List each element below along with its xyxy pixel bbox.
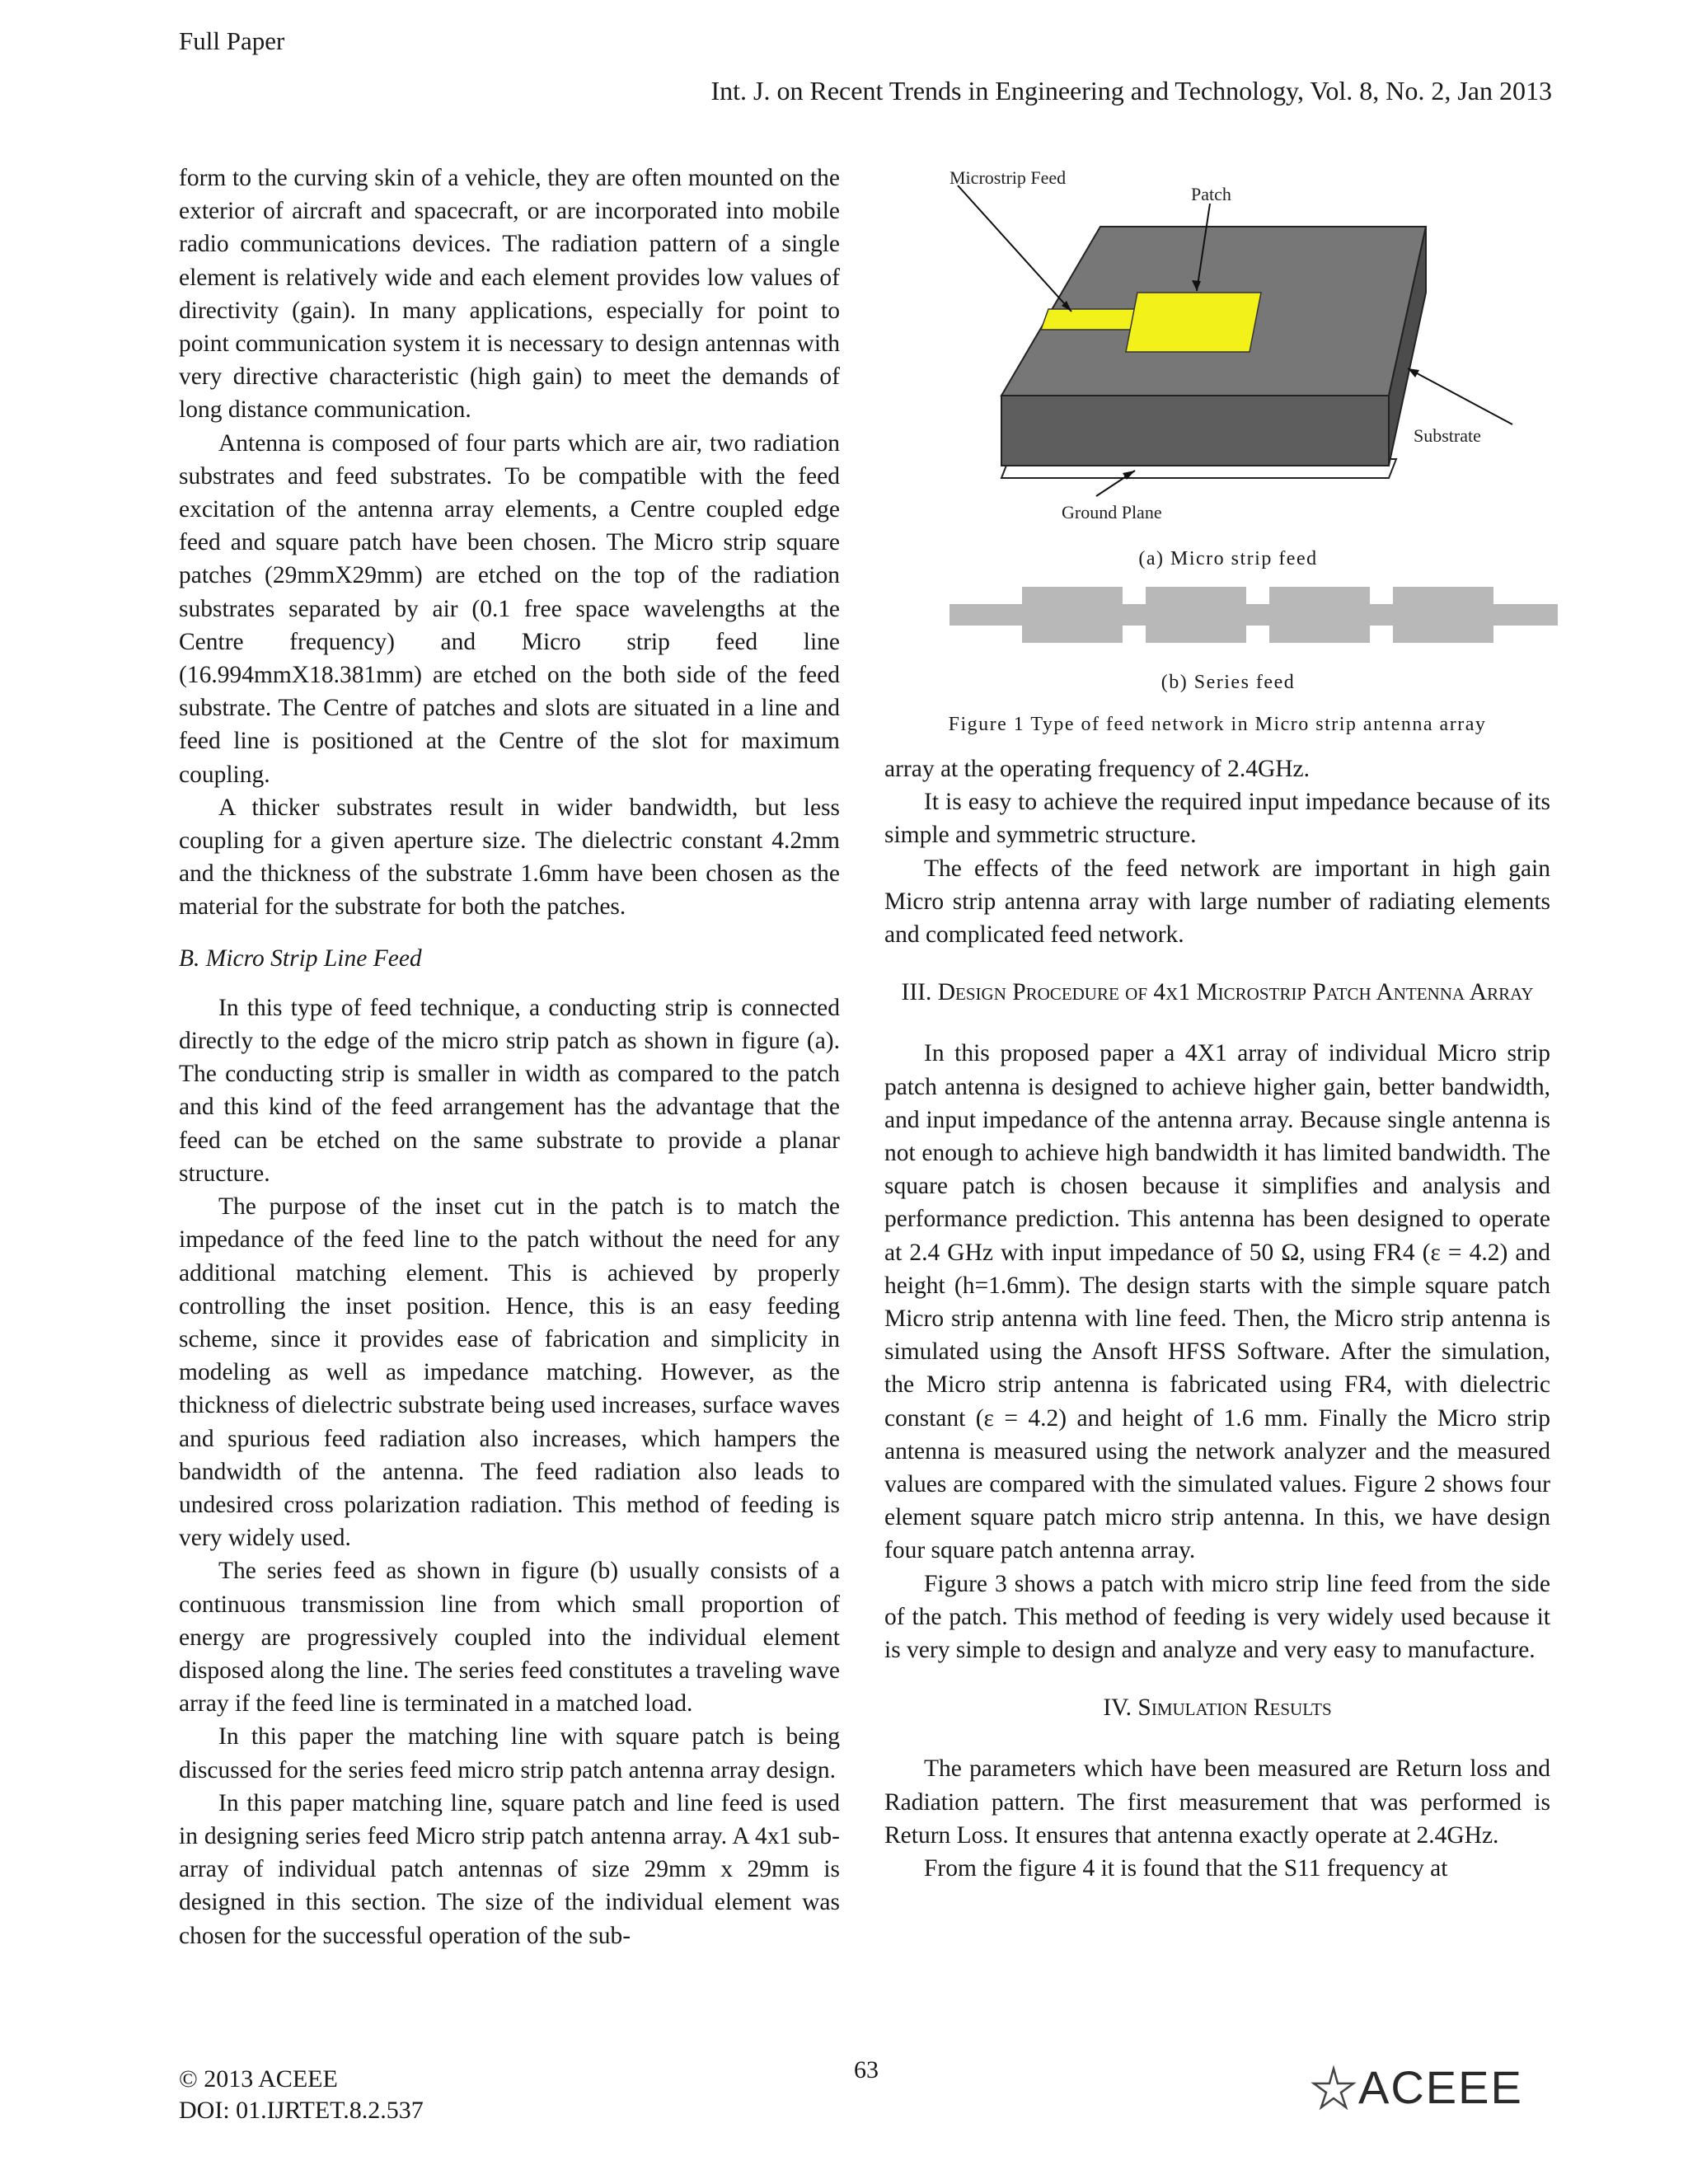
series-feed-element xyxy=(1393,587,1493,643)
microstrip-feed-diagram xyxy=(898,152,1558,746)
figure-caption-a: (a) Micro strip feed xyxy=(1138,548,1318,569)
body-paragraph: The purpose of the inset cut in the patch is to match the impedance of the feed line to the patch without the need for any additional matching element. This is achieved by properly controlling the inset position. Hence, this is an easy feeding scheme, since it provides ease of fabrication and simplicity in modeling as well as impedance matching. However, as the thickness of dielectric substrate being used increases, surface waves and spurious feed radiation also increases, which hampers the bandwidth of the antenna. The feed radiation also leads to undesired cross polarization radiation. This method of feeding is very widely used. xyxy=(179,1193,840,1552)
series-feed-element xyxy=(1022,587,1123,643)
body-paragraph: The parameters which have been measured are Return loss and Radiation pattern. The first measurement that was performed is Return Loss. It ensures that antenna exactly operate at 2.4GHz. xyxy=(884,1755,1550,1849)
patch-shape xyxy=(1126,293,1261,352)
series-feed-element xyxy=(1146,587,1246,643)
body-paragraph: A thicker substrates result in wider bandwidth, but less coupling for a given aperture size. The dielectric constant 4.2mm and the thickness of the substrate 1.6mm have been chosen as the material for the substrate for both the patches. xyxy=(179,794,840,921)
body-paragraph: In this paper matching line, square patch and line feed is used in designing series feed Micro strip patch antenna array. A 4x1 sub-array of individual patch antennas of size 29mm x 29mm is designed in this section. The size of the individual element was chosen for the successful operation of the sub- xyxy=(179,1789,840,1949)
logo-text: ACEEE xyxy=(1358,2061,1523,2113)
aceee-logo xyxy=(1311,2060,1558,2118)
body-paragraph: Antenna is composed of four parts which are air, two radiation substrates and feed substrates. To be compatible with the feed excitation of the antenna array elements, a Centre coupled edge feed and square patch have been chosen. The Micro strip square patches (29mmX29mm) are etched on the top of the radiation substrates separated by air (0.1 free space wavelengths at the Centre frequency) and Micro strip feed line (16.994mmX18.381mm) are etched on the both side of the feed substrate. The Centre of patches and slots are situated in a line and feed line is positioned at the Centre of the slot for maximum coupling. xyxy=(179,429,840,788)
star-icon xyxy=(1311,2065,1357,2111)
label-ground-plane: Ground Plane xyxy=(1062,502,1162,523)
body-paragraph: In this proposed paper a 4X1 array of individual Micro strip patch antenna is designed to achieve higher gain, better bandwidth, and input impedance of the antenna array. Because single antenna is not enough to achieve high bandwidth it has limited bandwidth. The square patch is chosen because it simplifies and analysis and performance prediction. This antenna has been designed to operate at 2.4 GHz with input impedance of 50 Ω, using FR4 (ε = 4.2) and height (h=1.6mm). The design starts with the simple square patch Micro strip antenna with line feed. Then, the Micro strip antenna is simulated using the Ansoft HFSS Software. After the simulation, the Micro strip antenna is fabricated using FR4, with dielectric constant (ε = 4.2) and height of 1.6 mm. Finally the Micro strip antenna is measured using the network analyzer and the measured values are compared with the simulated values. Figure 2 shows four element square patch micro strip antenna. In this, we have design four square patch antenna array. xyxy=(884,1040,1550,1564)
label-substrate: Substrate xyxy=(1414,425,1481,446)
body-paragraph: form to the curving skin of a vehicle, they are often mounted on the exterior of aircraft and spacecraft, or are incorporated into mobile radio communications devices. The radiation pattern of a single element is relatively wide and each element provides low values of directivity (gain). In many applications, especially for point to point communication system it is necessary to design antennas with very directive characteristic (high gain) to meet the demands of long distance communication. xyxy=(179,165,840,424)
body-paragraph: array at the operating frequency of 2.4GHz. xyxy=(884,756,1311,782)
feed-line-shape xyxy=(1041,309,1137,330)
series-feed-element xyxy=(1269,587,1370,643)
figure-1-caption: Figure 1 Type of feed network in Micro strip antenna array xyxy=(948,714,1487,735)
body-paragraph: It is easy to achieve the required input impedance because of its simple and symmetric structure. xyxy=(884,789,1550,849)
figure-1 xyxy=(898,152,1558,746)
body-paragraph: The series feed as shown in figure (b) usually consists of a continuous transmission line from which small proportion of energy are progressively coupled into the individual element disposed along the line. The series feed constitutes a traveling wave array if the feed line is terminated in a matched load. xyxy=(179,1558,840,1718)
right-column xyxy=(884,752,1550,1885)
section-heading: III. Design Procedure of 4x1 Microstrip Patch Antenna Array xyxy=(901,979,1534,1006)
body-paragraph: In this type of feed technique, a conducting strip is connected directly to the edge of the micro strip patch as shown in figure (a). The conducting strip is smaller in width as compared to the patch and this kind of the feed arrangement has the advantage that the feed can be etched on the same substrate to provide a planar structure. xyxy=(179,994,840,1187)
label-microstrip-feed: Microstrip Feed xyxy=(950,167,1067,188)
body-paragraph: Figure 3 shows a patch with micro strip line feed from the side of the patch. This method of feeding is very widely used because it is very simple to design and analyze and very easy to manufacture. xyxy=(884,1570,1550,1664)
label-patch: Patch xyxy=(1191,184,1231,204)
substrate-front-face xyxy=(1001,396,1389,466)
series-feed-diagram xyxy=(950,587,1558,643)
body-paragraph: From the figure 4 it is found that the S11 frequency at xyxy=(924,1855,1448,1882)
subsection-heading: B. Micro Strip Line Feed xyxy=(179,944,422,972)
leader-arrow xyxy=(958,185,1071,312)
footer-copyright: © 2013 ACEEE xyxy=(179,2065,338,2093)
page-number: 63 xyxy=(854,2056,879,2083)
footer-doi: DOI: 01.IJRTET.8.2.537 xyxy=(179,2097,424,2124)
body-paragraph: The effects of the feed network are important in high gain Micro strip antenna array with large number of radiating elements and complicated feed network. xyxy=(884,855,1550,949)
body-paragraph: In this paper the matching line with square patch is being discussed for the series feed micro strip patch antenna array design. xyxy=(179,1723,840,1783)
running-header-left: Full Paper xyxy=(179,26,285,55)
leader-arrow xyxy=(1408,368,1512,424)
figure-caption-b: (b) Series feed xyxy=(1160,672,1296,693)
running-header-right: Int. J. on Recent Trends in Engineering and Technology, Vol. 8, No. 2, Jan 2013 xyxy=(710,76,1552,105)
section-heading: IV. Simulation Results xyxy=(1103,1694,1332,1722)
left-column xyxy=(179,162,840,1952)
